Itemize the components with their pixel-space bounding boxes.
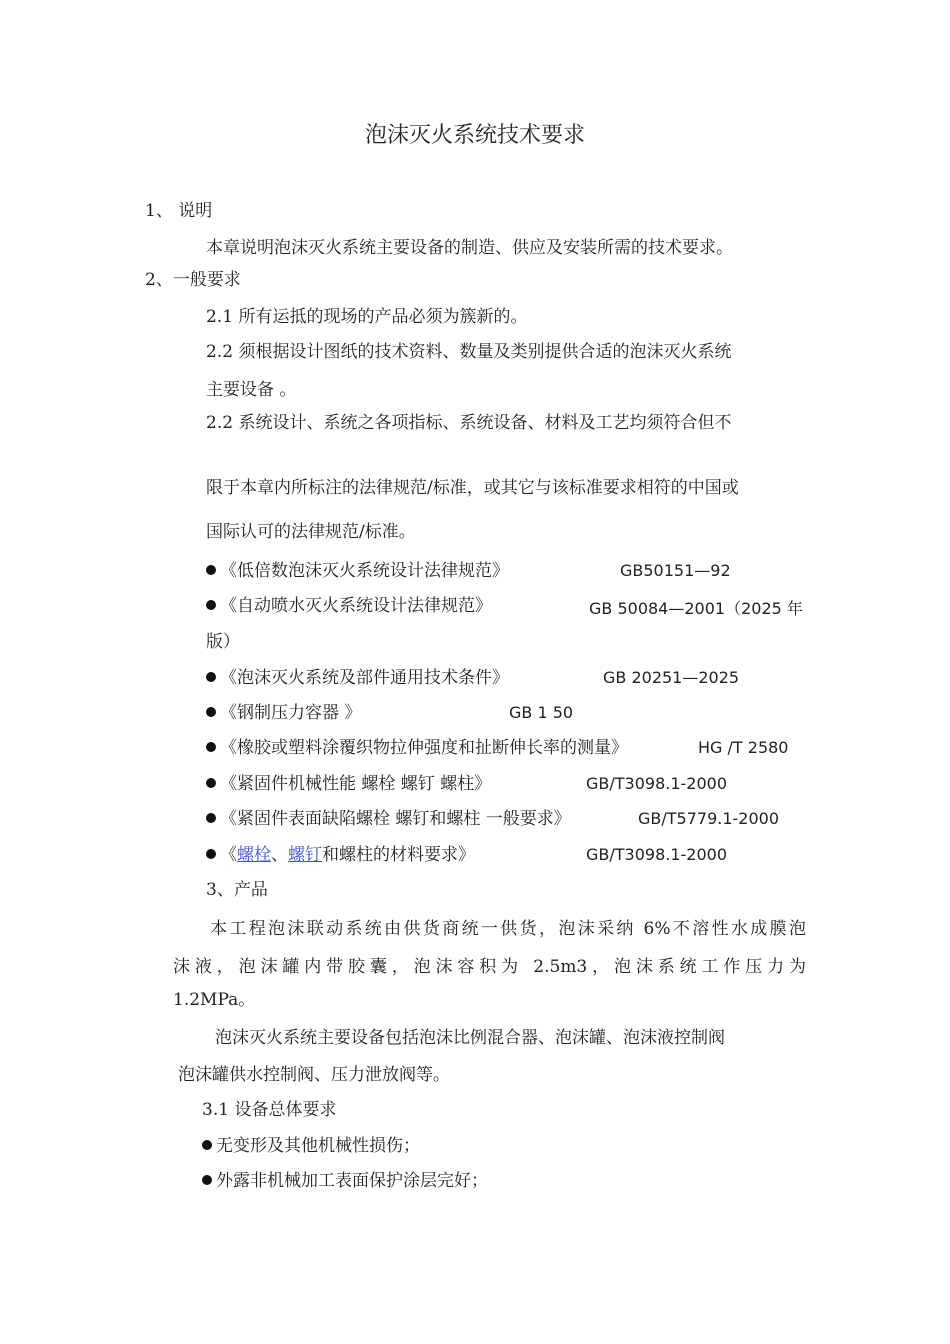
bullet-icon (206, 600, 216, 610)
bullet-icon (206, 849, 216, 859)
requirement-text: 无变形及其他机械性损伤； (216, 1136, 420, 1156)
standard-code: GB 20251—2025 (603, 668, 740, 687)
standard-name: 《橡胶或塑料涂覆织物拉伸强度和扯断伸长率的测量》 (220, 738, 628, 758)
section-3-p1-line1: 本工程泡沫联动系统由供货商统一供货，泡沫采纳 6%不溶性水成膜泡 (210, 919, 806, 939)
standard-name-rest: 和螺柱的材料要求》 (322, 845, 475, 865)
bullet-icon (206, 813, 216, 823)
bullet-icon (206, 672, 216, 682)
section-3-p2-line2: 泡沫罐供水控制阀、压力泄放阀等。 (178, 1065, 450, 1085)
bullet-icon (206, 707, 216, 717)
standard-item (206, 807, 571, 831)
standard-code: HG /T 2580 (698, 738, 789, 757)
bullet-icon (202, 1140, 212, 1150)
standard-name: 《泡沫灭火系统及部件通用技术条件》 (220, 668, 509, 688)
section-3-p1-line2: 沫液，泡沫罐内带胶囊，泡沫容积为 2.5m3，泡沫系统工作压力为 (173, 957, 806, 977)
standard-item (206, 666, 509, 690)
requirement-text: 外露非机械加工表面保护涂层完好； (216, 1171, 488, 1191)
requirement-item (202, 1169, 488, 1193)
standard-code: GB/T5779.1-2000 (638, 809, 780, 828)
item-2-1: 2.1 所有运抵的现场的产品必须为簇新的。 (206, 307, 528, 327)
link-screw[interactable]: 螺钉 (288, 845, 322, 865)
standard-code: GB 50084—2001（2025 年 (589, 599, 803, 618)
standard-item (206, 701, 361, 725)
standard-item (206, 736, 628, 760)
link-bolt[interactable]: 螺栓 (237, 845, 271, 865)
standard-code: GB/T3098.1-2000 (586, 774, 728, 793)
standard-open-bracket: 《 (220, 845, 237, 865)
standard-item (206, 559, 509, 583)
section-1-heading: 1、 说明 (145, 201, 213, 221)
section-3-p2-line1: 泡沫灭火系统主要设备包括泡沫比例混合器、泡沫罐、泡沫液控制阀 (215, 1028, 725, 1048)
item-2-2-line1: 2.2 须根据设计图纸的技术资料、数量及类别提供合适的泡沫灭火系统 (206, 342, 732, 362)
section-2-heading: 2、一般要求 (145, 270, 241, 290)
bullet-icon (206, 778, 216, 788)
section-3-p1-line3: 1.2MPa。 (173, 990, 256, 1010)
separator: 、 (271, 845, 288, 865)
page-title: 泡沫灭火系统技术要求 (364, 123, 585, 148)
item-2-2-line2: 主要设备 。 (206, 380, 297, 400)
standard-item (206, 843, 475, 867)
standard-code-continuation: 版） (206, 632, 240, 652)
section-3-1-heading: 3.1 设备总体要求 (202, 1100, 337, 1120)
standard-item (206, 772, 491, 796)
standard-name: 《紧固件表面缺陷螺栓 螺钉和螺柱 一般要求》 (220, 809, 571, 829)
standard-code: GB/T3098.1-2000 (586, 845, 728, 864)
section-1-text: 本章说明泡沫灭火系统主要设备的制造、供应及安装所需的技术要求。 (206, 238, 733, 258)
standard-name: 《自动喷水灭火系统设计法律规范》 (220, 596, 492, 616)
requirement-item (202, 1134, 420, 1158)
item-2-3-line3: 国际认可的法律规范/标准。 (206, 522, 416, 542)
bullet-icon (206, 565, 216, 575)
standard-name: 《钢制压力容器 》 (220, 703, 362, 723)
standard-code: GB 1 50 (509, 703, 574, 722)
bullet-icon (202, 1175, 212, 1185)
standard-name: 《低倍数泡沫灭火系统设计法律规范》 (220, 561, 509, 581)
bullet-icon (206, 742, 216, 752)
standard-item (206, 594, 492, 618)
item-2-3-line2: 限于本章内所标注的法律规范/标准，或其它与该标准要求相符的中国或 (206, 478, 739, 498)
item-2-3-line1: 2.2 系统设计、系统之各项指标、系统设备、材料及工艺均须符合但不 (206, 413, 732, 433)
standard-code: GB50151—92 (620, 561, 731, 580)
standard-name: 《紧固件机械性能 螺栓 螺钉 螺柱》 (220, 774, 492, 794)
section-3-heading: 3、产品 (206, 880, 268, 900)
